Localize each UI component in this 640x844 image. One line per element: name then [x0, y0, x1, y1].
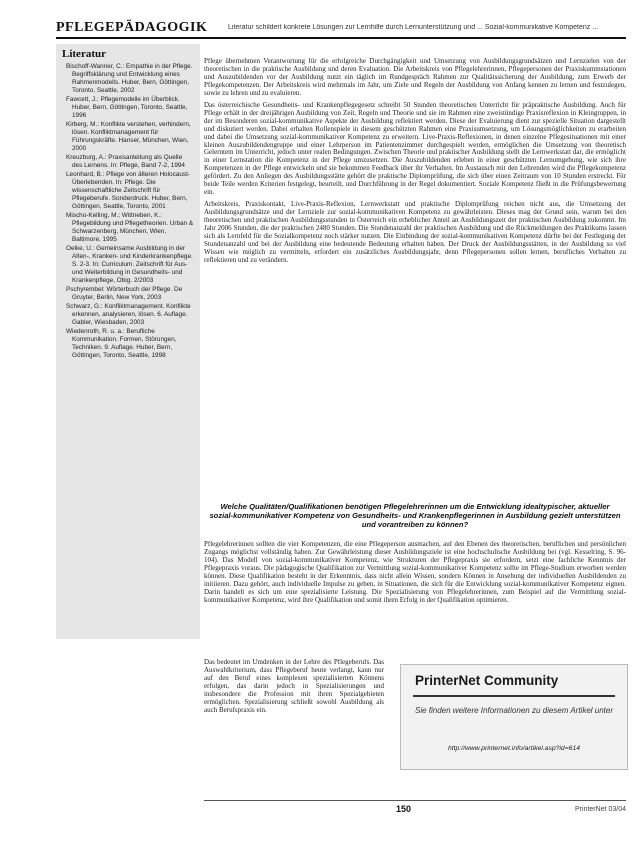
- reference-item: Kreuzburg, A.: Praxisanleitung als Quelle des Lernens. In: Pflege, Band 7-2, 1994: [66, 154, 185, 169]
- community-rule: [413, 695, 615, 697]
- footer-journal: PrinterNet 03/04: [575, 806, 626, 813]
- body-paragraph: Das bedeutet im Umdenken in der Lehre des Pflegeberufs. Das Auswahlkriterium, dass Pflegeberuf heute verlangt, kann nur auf den Beruf eines komplexen spezialisierten Könnens erfolgen, das darin jedoch in Spezialisierungen und insbesondere die Profession mit ihren Spezialgebieten ermöglichen. Spezialisierung schließt sowohl Ausbildung als auch Berufspraxis ein.: [204, 659, 384, 714]
- article-body-lower: [204, 541, 626, 659]
- printernet-community-box: [400, 664, 628, 770]
- body-paragraph: Pflege übernehmen Verantwortung für die erfolgreiche Durchgängigkeit und Umsetzung von Ausbildungsgrundsätzen und Lernzielen von der theoretischen in die praktische Ausbildung und deren Evaluation. Die Arbeitskreis von Pflegelehrerinnen, Pflegepersonen der Praxiskummstationen und Auszubildenden vor der Ausbildung nutzt ein täglich im Rundgespräch Rahmen zur Qualitätssicherung der Ausbildung, zum Erwerb der Pflegekompetenzen. Der Arbeitskreis wird mehrmals im Jahr, um Ziele und Regeln der Ausbildung von Anfang kennen zu lernen und festzulegen, sowie zu lehren und zu evaluieren.: [204, 58, 626, 97]
- community-url-link[interactable]: http://www.printernet.info/artikel.asp?id=614: [447, 745, 581, 752]
- reference-item: Kirberg, M.: Konflikte verstehen, verhindern, lösen. Konfliktmanagement für Führungskräfte. Hanser, München, Wien, 2000: [66, 121, 191, 152]
- reference-item: Pschyrembel: Wörterbuch der Pflege. De Gruyter, Berlin, New York, 2003: [66, 286, 183, 301]
- article-body: [204, 58, 626, 494]
- literature-heading: Literatur: [62, 48, 106, 60]
- page-header: [0, 0, 640, 40]
- header-rule: [56, 37, 626, 39]
- reference-item: Fawcett, J.: Pflegemodelle im Überblick. Huber, Bern, Göttingen, Toronto, Seattle, 1996: [66, 96, 188, 119]
- body-paragraph: Arbeitskreis, Praxiskontakt, Live-Praxis-Reflexion, Lernwerkstatt und praktische Diplomprüfung reichen nicht aus, die Umsetzung der Ausbildungsgrundsätze und der Lernziele zur sozial-kommunikativen Kompetenz zu gewährleisten. Dieses mag der Grund sein, warum bei den theoretischen und praktischen Ausbildungsstunden in Österreich ein erheblicher Anteil an Ausbildungszeit der praktischen Ausbildung zukommt. Im Jahr 2006 Stunden, die der praktischen 2480 Stunden. Die Stundenanzahl der praktischen Ausbildung und die Rückmeldungen des Praktikums lassen sich als Lernfeld für die Sozialkompetenz noch stärker nutzen. Die Einbindung der sozial-kommunikativen Kompetenz dürfte bei der Festlegung der Stundenanzahl und bei der Ausbildung eine bedeutende Bedeutung erhalten haben. Der Druck der Ausbildungsstätten, in der Ausbildung so viel Wissen wie möglich zu vermitteln, erfordert ein zusätzliches Ausbildungsjahr, denn Pflegepersonen sollen lernen, berufliches Verhalten zu reflektieren und zu verändern.: [204, 200, 626, 264]
- journal-section-title: PFLEGEPÄDAGOGIK: [56, 20, 208, 35]
- reference-item: Oelke, U.: Gemeinsame Ausbildung in der Alten-, Kranken- und Kinderkrankenpflege. S. 2-3. In: Curriculum. Zeitschrift für Aus- und Weiterbildung in Gesundheits- und Krankenpflege, Obig. 2/2003: [66, 245, 193, 284]
- body-paragraph: Das österreichische Gesundheits- und Krankenpflegegesetz schreibt 50 Stunden theoretischen Unterricht für präpraktische Ausbildung. Auch für Pflege erhält in der dreijährigen Ausbildung von Zeit, Regeln und Theorie und sie im Rahmen eine zweistündige Praxisreflexion in Kleingruppen, in der im Besonderen sozial-kommunikative Aspekte der Ausbildung reflektiert werden. Diese der Evaluierung dient zur spezielle Situation dargestellt und diskutiert werden. Dabei erhalten Rollenspiele in diesem geschützten Rahmen eine Praxisumsetzung, um Lösungsmöglichkeiten zu erarbeiten und dabei die Umsetzung sozial-kommunikativer Kompetenz zu erweitern. Live-Praxis-Reflexionen, in denen einzelne Pflegesituationen mit einer kleinen Auszubildendengruppe und einer Lehrperson im Patientenzimmer durchgespielt werden, ermöglichen die Umsetzung von theoretisch Gelerntem im Unterricht, jedoch unter realen Bedingungen. Zwischen Theorie und praktischer Ausbildung stellt die Lernwerkstatt dar, die ermöglicht in einer Lernstation die Kompetenz in der Pflege umzusetzen. Die Auszubildenden erleben in einer geschützten Lernumgebung, wie sich ihre Kompetenzen in der Pflege entwickeln und sie bekommen Feedback über ihr Verhalten. Im Austausch mit den Lehrenden wird die Pflegekompetenz gefördert. Zu den Anliegen des Ausbildungsstätte gehört die praktische Diplomprüfung, die sich über einen Zeitraum von 10 Stunden erstreckt. Für beide Teile werden Kriterien festgelegt, beurteilt, und Durchführung in der Regel dokumentiert. Soziale Kompetenz fließt in die Prüfungsbewertung ein.: [204, 100, 626, 197]
- reference-item: Bischoff-Wanner, C.: Empathie in der Pflege. Begriffsklärung und Entwicklung eines Rahmenmodells. Huber, Bern, Göttingen, Toronto, Seattle, 2002: [66, 63, 193, 94]
- article-body-narrow: [204, 659, 384, 797]
- running-header-text: Literatur schildert konkrete Lösungen zur Lernhilfe durch Lernunterstützung und ... Sozial-kommunikative Kompetenz ...: [228, 24, 599, 31]
- body-paragraph: Pflegelehrerinnen sollten die vier Kompetenzen, die eine Pflegeperson ausmachen, auf den Ebenen des theoretischen, beruflichen und persönlichen Zugangs möglichst vollständig haben. Zur Gewährleistung dieser Ausbildungsziele ist eine hochschulische Ausbildung bei (vgl. Kesselring, S. 96-104). Das Modell von sozial-kommunikativer Kompetenz, wie Strukturen der Pflegepraxis sie erfordern, setzt eine fachliche Kenntnis der Pflegepraxis voraus. Die pädagogische Qualifikation zur Vermittlung sozial-kommunikativer Kompetenz sollte im Pflege-Studium erworben werden können. Diese Qualifikation besteht in der Erkenntnis, dass nicht allein Wissen, sondern Können in Ansehung der individuellen Ausbildenden zu initiieren. Dazu gehört, auch individuelle Impulse zu geben, in Situationen, die sich für die Entwicklung sozial-kommunikativer Kompetenz eignen. Darin handelt es sich um eine spezialisierte Leistung. Die Spezialisierung von Pflegelehrerinnen, zum Beispiel auf die Vermittlung sozial-kommunikativer Kompetenz, wird ihre Qualifikation und somit ihren Erfolg in der Qualifikation optimieren.: [204, 541, 626, 604]
- footer-rule: [204, 800, 626, 801]
- reference-item: Schwarz, G.: Konfliktmanagement. Konflikte erkennen, analysieren, lösen. 6. Auflage. Gabler, Wiesbaden, 2003: [66, 303, 191, 326]
- reference-item: Wiedenroth, R. u. a.: Berufliche Kommunikation. Formen, Störungen, Techniken. 9. Auflage. Huber, Bern, Göttingen, Toronto, Seattle, 1998: [66, 328, 177, 359]
- section-question-heading: Welche Qualitäten/Qualifikationen benötigen Pflegelehrerinnen um die Entwicklung idealtypischer, aktueller sozial-kommunikativer Kompetenz von Gesundheits- und Krankenpflegerinnen in Ausbildung gezielt unterstützen und vorantreiben zu können?: [209, 502, 621, 529]
- community-title: PrinterNet Community: [415, 673, 559, 688]
- reference-item: Leonhard, B.: Pflege von älteren Holocaust-Überlebenden. In: Pflege. Die wissenschaftliche Zeitschrift für Pflegeberufe. Sonderdruck. Huber, Bern, Göttingen, Seattle, Toronto, 2001: [66, 171, 190, 210]
- reference-item: Mischo-Kelling, M.; Wittneben, K.: Pflegebildung und Pflegetheorien. Urban & Schwarzenberg, München, Wien, Baltimore, 1995: [66, 212, 194, 243]
- literature-sidebar: [56, 44, 200, 639]
- page-number: 150: [396, 804, 412, 814]
- community-text: Sie finden weitere Informationen zu diesem Artikel unter: [414, 706, 614, 715]
